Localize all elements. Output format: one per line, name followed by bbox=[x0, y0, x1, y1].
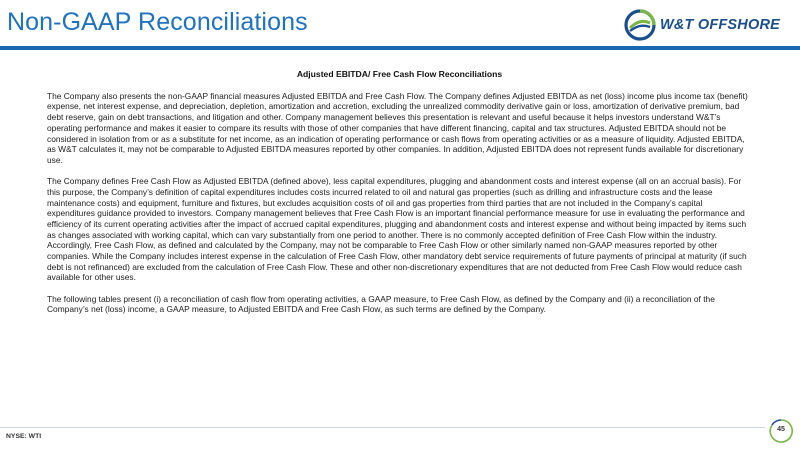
page-number-badge bbox=[768, 418, 794, 444]
page-number: 45 bbox=[777, 426, 785, 433]
footer-divider bbox=[0, 427, 765, 428]
section-heading: Adjusted EBITDA/ Free Cash Flow Reconciliations bbox=[296, 69, 503, 79]
company-logo bbox=[624, 9, 794, 41]
slide-body bbox=[47, 69, 752, 326]
paragraph-reconciliation-tables: The following tables present (i) a reconciliation of cash flow from operating activities, a GAAP measure, to Free Cash Flow, as defined by the Company and (ii) a reconciliation of the Company’s net (loss) income, a GAAP measure, to Adjusted EBITDA and Free Cash Flow, as such terms are defined by the Company. bbox=[47, 293, 715, 315]
paragraph-adjusted-ebitda: The Company also presents the non-GAAP financial measures Adjusted EBITDA and Free Cash Flow. The Company defines Adjusted EBITDA as net (loss) income plus income tax (benefit) expense, net interest expense, and depreciation, depletion, amortization and accretion, excluding the unrealized commodity derivative gain or loss, amortization of derivative premium, bad debt reserve, gain on debt transactions, and litigation and other. Company management believes this presentation is relevant and useful because it helps investors understand W&T’s operating performance and makes it easier to compare its results with those of other companies that have different financing, capital and tax structures. Adjusted EBITDA should not be considered in isolation from or as a substitute for net income, as an indication of operating performance or cash flows from operating activities or as a measure of liquidity. Adjusted EBITDA, as W&T calculates it, may not be comparable to Adjusted EBITDA measures reported by other companies. In addition, Adjusted EBITDA does not represent funds available for discretionary use. bbox=[47, 90, 748, 165]
paragraph-free-cash-flow: The Company defines Free Cash Flow as Adjusted EBITDA (defined above), less capital expenditures, plugging and abandonment costs and interest expense (all on an accrual basis). For this purpose, the Company’s definition of capital expenditures includes costs incurred related to oil and natural gas properties (such as drilling and infrastructure costs and the lease maintenance costs) and equipment, furniture and fixtures, but excludes acquisition costs of oil and gas properties from third parties that are not included in the Company’s capital expenditures guidance provided to investors. Company management believes that Free Cash Flow is an important financial performance measure for use in evaluating the performance and efficiency of its current operating activities after the impact of accrued capital expenditures, plugging and abandonment costs and interest expense and without being impacted by items such as changes associated with working capital, which can vary substantially from one period to another. There is no commonly accepted definition of Free Cash Flow within the industry. Accordingly, Free Cash Flow, as defined and calculated by the Company, may not be comparable to Free Cash Flow or other similarly named non-GAAP measures reported by other companies. While the Company includes interest expense in the calculation of Free Cash Flow, other mandatory debt service requirements of future payments of principal at maturity (if such debt is not refinanced) are excluded from the calculation of Free Cash Flow. These and other non-discretionary expenditures that are not deducted from Free Cash Flow would reduce cash available for other uses. bbox=[47, 176, 747, 283]
page-title: Non-GAAP Reconciliations bbox=[7, 8, 308, 36]
wt-offshore-logo-icon bbox=[624, 9, 656, 41]
stock-ticker: NYSE: WTI bbox=[6, 433, 42, 440]
logo-text: W&T OFFSHORE bbox=[660, 17, 781, 33]
title-divider bbox=[0, 46, 800, 50]
